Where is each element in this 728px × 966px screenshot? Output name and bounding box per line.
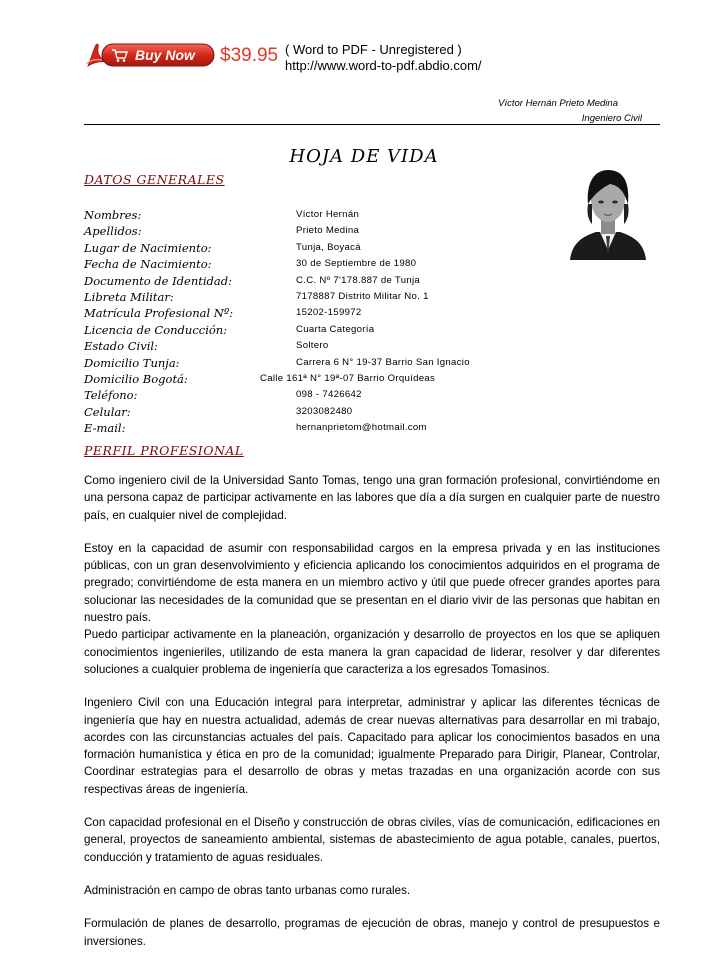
header-author: Víctor Hernán Prieto Medina (498, 98, 618, 109)
field-label: Libreta Militar: (84, 289, 174, 304)
email-value[interactable]: hernanprietom@hotmail.com (296, 422, 427, 434)
field-label: E-mail: (84, 421, 126, 436)
profile-paragraph: Administración en campo de obras tanto urbanas como rurales. (84, 883, 411, 897)
perfil-profesional-heading: PERFIL PROFESIONAL (84, 443, 244, 458)
price-label: $39.95 (220, 45, 279, 66)
field-row (84, 356, 554, 372)
profile-paragraph: Estoy en la capacidad de asumir con responsabilidad cargos en la empresa privada y en las instituciones públicas, con un gran desenvolvimiento y eficiencia aplicando los conocimientos adquiridos en el programa de pregrado; convirtiéndome de esta manera en un miembro activo y útil que puede ofrecer grandes aportes para solucionar las necesidades de la comunidad que se presentan en el diario vivir de las personas que habitan en nuestro país. (84, 541, 660, 625)
field-value: 15202-159972 (296, 307, 362, 319)
field-row (84, 306, 554, 322)
field-value: 7178887 Distrito Militar No. 1 (296, 290, 429, 302)
field-value: Calle 161ª N° 19ª-07 Barrio Orquídeas (260, 372, 436, 384)
field-row (84, 208, 554, 224)
portrait-image (566, 164, 650, 260)
field-value: Carrera 6 N° 19-37 Barrio San Ignacio (296, 356, 470, 368)
perfil-profesional-text (84, 472, 660, 966)
header-rule (84, 124, 660, 125)
field-row (84, 388, 554, 404)
datos-generales-list (84, 208, 554, 437)
field-label: Matrícula Profesional Nº: (84, 306, 234, 321)
profile-photo (566, 164, 650, 260)
field-value: 30 de Septiembre de 1980 (296, 258, 417, 270)
field-row (84, 323, 554, 339)
field-value: Víctor Hernán (296, 209, 360, 220)
field-label: Apellidos: (84, 224, 142, 239)
buy-now-button[interactable] (84, 42, 218, 68)
profile-paragraph: Ingeniero Civil con una Educación integral para interpretar, administrar y aplicar las diferentes técnicas de ingeniería que hay en nuestra actualidad, además de crear nuevas alternativas para desarrollar en mi trabajo, acordes con las circunstancias actuales del país. Capacitado para aplicar los conocimientos basados en una formación humanística y ética en pro de la comunidad; igualmente Preparado para Dirigir, Planear, Controlar, Coordinar estrategias para el desarrollo de obras y metas trazadas en una organización acorde con sus respectivas áreas de ingeniería. (84, 696, 660, 796)
field-label: Celular: (84, 404, 131, 419)
field-row (84, 224, 554, 240)
field-label: Domicilio Tunja: (84, 355, 180, 370)
field-label: Fecha de Nacimiento: (84, 257, 212, 272)
field-value: C.C. Nº 7'178.887 de Tunja (296, 274, 421, 286)
field-label: Domicilio Bogotá: (84, 371, 188, 386)
profile-paragraph: Como ingeniero civil de la Universidad Santo Tomas, tengo una gran formación profesional, convirtiéndome en una persona capaz de participar activamente en las labores que día a día surgen en cualquier parte de nuestro país, en cualquier nivel de complejidad. (84, 474, 660, 522)
field-label: Estado Civil: (84, 339, 158, 354)
buy-now-label: Buy Now (135, 47, 195, 63)
field-value: Soltero (296, 340, 329, 352)
watermark-text (285, 42, 482, 74)
field-label: Documento de Identidad: (84, 273, 233, 288)
datos-generales-heading: DATOS GENERALES (84, 172, 225, 187)
field-row (84, 274, 554, 290)
field-value: Tunja, Boyacá (296, 241, 361, 253)
field-row (84, 372, 554, 388)
field-label: Nombres: (84, 208, 142, 222)
profile-paragraph: Formulación de planes de desarrollo, programas de ejecución de obras, manejo y control de presupuestos e inversiones. (84, 917, 660, 948)
field-value: 098 - 7426642 (296, 389, 362, 401)
header-profession: Ingeniero Civil (581, 113, 642, 124)
field-row (84, 241, 554, 257)
buy-now-graphic (84, 42, 218, 68)
profile-paragraph: Puedo participar activamente en la planeación, organización y desarrollo de proyectos en los que se apliquen conocimientos ingenieriles, utilizando de esta manera la gran capacidad de liderar, resolver y dar diferentes soluciones a cualquier problema de ingeniería que caracteriza a los egresados Tomasinos. (84, 628, 660, 676)
field-label: Lugar de Nacimiento: (84, 240, 212, 255)
field-value: Cuarta Categoría (296, 323, 375, 335)
field-label: Teléfono: (84, 388, 138, 403)
field-value: Prieto Medina (296, 225, 360, 237)
field-label: Licencia de Conducción: (84, 322, 228, 337)
field-value: 3203082480 (296, 405, 353, 417)
field-row (84, 405, 554, 421)
profile-paragraph: Con capacidad profesional en el Diseño y construcción de obras civiles, vías de comunicación, edificaciones en general, proyectos de saneamiento ambiental, sistemas de abastecimiento de agua potable, canales, puertos, conducción y tratamiento de aguas residuales. (84, 816, 660, 864)
watermark-line-1: ( Word to PDF - Unregistered ) (285, 42, 462, 57)
page-title: HOJA DE VIDA (289, 146, 439, 167)
field-row (84, 421, 554, 437)
field-row (84, 290, 554, 306)
watermark-url[interactable]: http://www.word-to-pdf.abdio.com/ (285, 58, 482, 73)
watermark-banner (84, 40, 514, 76)
field-row (84, 339, 554, 355)
field-row (84, 257, 554, 273)
